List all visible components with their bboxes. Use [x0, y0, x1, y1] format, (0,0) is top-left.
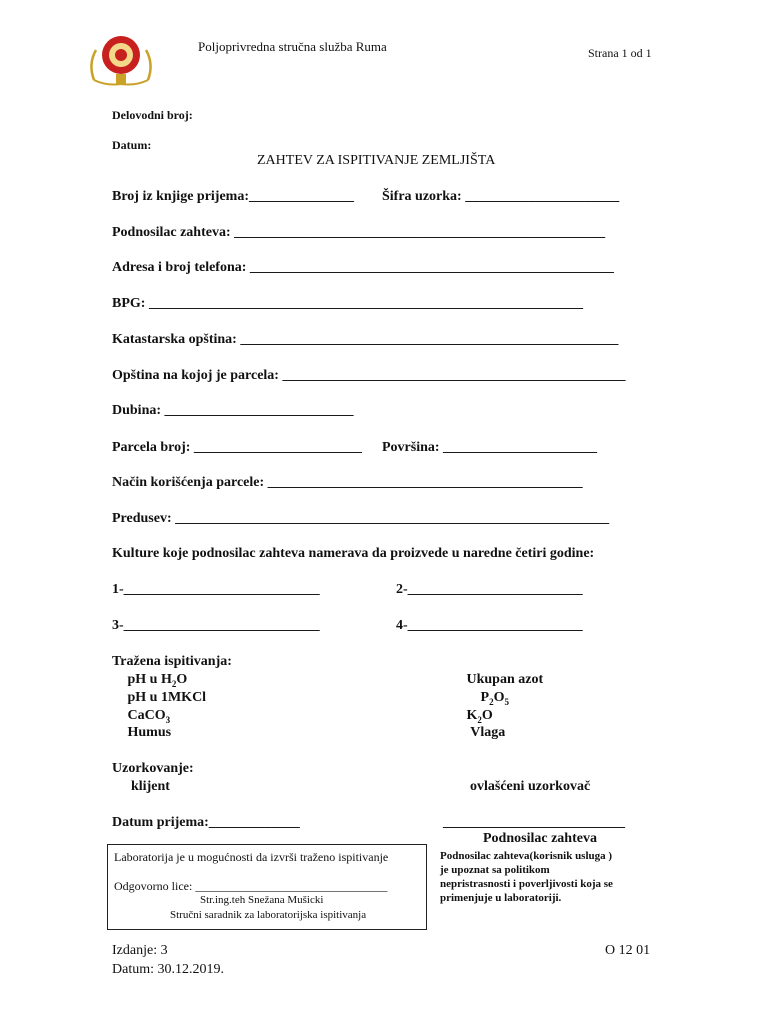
parcel-number-field: Parcela broj: ________________________	[112, 440, 362, 455]
crop-3-field: 3-____________________________	[112, 618, 320, 633]
test-total-nitrogen[interactable]: Ukupan azot	[466, 672, 544, 687]
signature-line: __________________________	[443, 815, 625, 830]
responsible-name: Str.ing.teh Snežana Mušicki	[200, 894, 324, 906]
crop-4-field: 4-_________________________	[396, 618, 583, 633]
test-moisture[interactable]: Vlaga	[470, 725, 506, 740]
test-k2o[interactable]: $K_2O$	[466, 708, 493, 725]
sampling-label: Uzorkovanje:	[112, 761, 194, 776]
organization-name: Poljoprivredna stručna služba Ruma	[198, 39, 387, 54]
reference-number-label: Delovodni broj:	[112, 108, 193, 122]
test-caco3[interactable]: CaCO$_3$	[127, 708, 171, 725]
cadastral-field: Katastarska opština: ______________________________________________________	[112, 332, 619, 347]
bpg-field: BPG: ______________________________________________________________	[112, 296, 583, 311]
applicant-caption: Podnosilac zahteva	[483, 831, 597, 846]
crop-2-field: 2-_________________________	[396, 582, 583, 597]
applicant-field: Podnosilac zahteva: _____________________________________________________	[112, 225, 606, 240]
area-field: Površina: ______________________	[382, 440, 598, 455]
municipality-field: Opština na kojoj je parcela: _________________________________________________	[112, 368, 626, 383]
edition: Izdanje: 3	[112, 943, 168, 958]
responsible-title: Stručni saradnik za laboratorijska ispitivanja	[170, 909, 367, 921]
reception-date-field: Datum prijema:_____________	[112, 815, 300, 830]
responsible-person: Odgovorno lice: ________________________________	[114, 879, 388, 893]
lab-capability: Laboratorija je u mogućnosti da izvrši traženo ispitivanje	[114, 850, 389, 864]
sampling-authorized[interactable]: ovlašćeni uzorkovač	[470, 779, 591, 794]
sample-code-field: Šifra uzorka: ______________________	[382, 189, 620, 204]
depth-field: Dubina: ___________________________	[112, 403, 354, 418]
usage-field: Način korišćenja parcele: _____________________________________________	[112, 475, 583, 490]
sampling-client[interactable]: klijent	[131, 779, 170, 794]
page-number: Strana 1 od 1	[588, 46, 652, 60]
form-title: ZAHTEV ZA ISPITIVANJE ZEMLJIŠTA	[257, 153, 496, 168]
document-code: O 12 01	[605, 943, 651, 958]
test-p2o5[interactable]: $P_2O_5$	[480, 690, 509, 707]
crop-1-field: 1-____________________________	[112, 582, 320, 597]
book-number-field: Broj iz knjige prijema:_______________	[112, 189, 354, 204]
test-ph-h2o[interactable]: pH u $H_2O$	[127, 672, 188, 689]
address-phone-field: Adresa i broj telefona: ____________________________________________________	[112, 260, 614, 275]
crops-label: Kulture koje podnosilac zahteva namerava da proizvede u naredne četiri godine:	[112, 546, 595, 561]
test-ph-kcl[interactable]: pH u 1MKCl	[127, 690, 207, 705]
previous-crop-field: Predusev: ______________________________________________________________	[112, 511, 610, 526]
organization-logo	[86, 28, 156, 90]
laboratory-box	[107, 844, 427, 930]
applicant-statement: Podnosilac zahteva(korisnik usluga ) je upoznat sa politikom nepristrasnosti i poverljivosti koja se primenjuje u laboratoriji.	[440, 850, 613, 904]
test-humus[interactable]: Humus	[127, 725, 172, 740]
footer-date: Datum: 30.12.2019.	[112, 962, 224, 977]
tests-label: Tražena ispitivanja:	[112, 654, 232, 669]
date-label: Datum:	[112, 138, 152, 152]
